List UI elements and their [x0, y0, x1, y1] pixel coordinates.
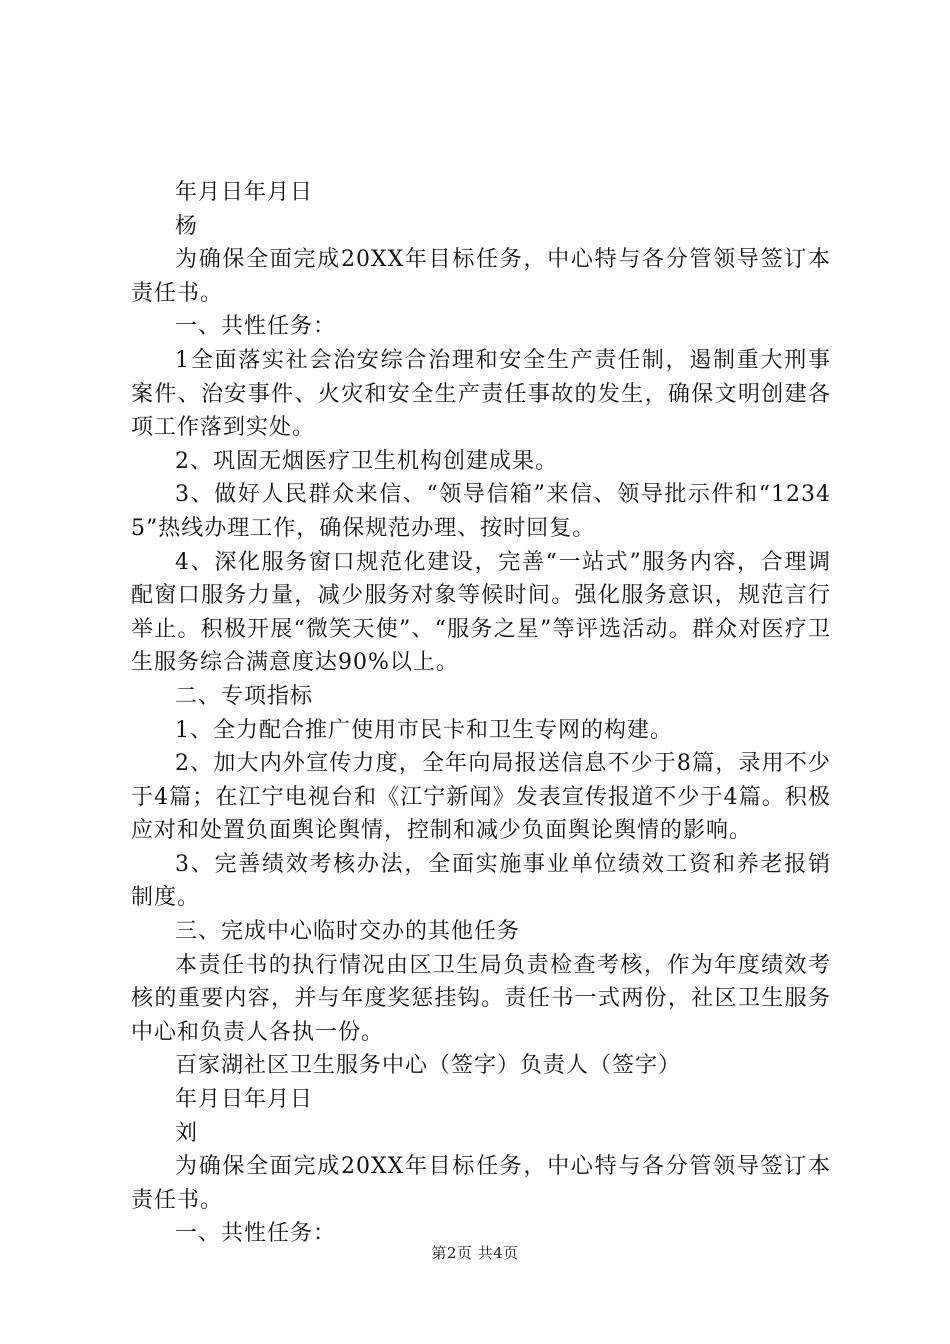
common-task-3: 3、做好人民群众来信、“领导信箱”来信、领导批示件和“12345”热线办理工作，确保规范办理、按时回复。	[131, 482, 831, 541]
signatory-name-2: 刘	[175, 1120, 199, 1146]
section-heading-other-tasks: 三、完成中心临时交办的其他任务	[175, 919, 521, 945]
special-indicator-2: 2、加大内外宣传力度，全年向局报送信息不少于8篇，录用不少于4篇；在江宁电视台和《江宁新闻》发表宣传报道不少于4篇。积极应对和处置负面舆论舆情，控制和减少负面舆论舆情的影响。	[131, 751, 831, 844]
common-task-1: 1全面落实社会治安综合治理和安全生产责任制，遏制重大刑事案件、治安事件、火灾和安全生产责任事故的发生，确保文明创建各项工作落到实处。	[131, 347, 831, 441]
special-indicator-3: 3、完善绩效考核办法，全面实施事业单位绩效工资和养老报销制度。	[131, 851, 831, 911]
date-line: 年月日年月日	[175, 180, 314, 205]
common-task-2: 2、巩固无烟医疗卫生机构创建成果。	[175, 448, 558, 474]
date-line-2: 年月日年月日	[175, 1087, 314, 1113]
closing-paragraph: 本责任书的执行情况由区卫生局负责检查考核，作为年度绩效考核的重要内容，并与年度奖惩挂钩。责任书一式两份，社区卫生服务中心和负责人各执一份。	[131, 952, 831, 1045]
signature-line: 百家湖社区卫生服务中心（签字）负责人（签字）	[175, 1053, 682, 1079]
section-heading-common-tasks: 一、共性任务：	[175, 314, 337, 340]
document-body	[131, 176, 831, 1251]
page-number: 第2页 共4页	[431, 1244, 519, 1262]
section-heading-common-tasks-2: 一、共性任务：	[175, 1221, 337, 1247]
common-task-4: 4、深化服务窗口规范化建设，完善“一站式”服务内容，合理调配窗口服务力量，减少服务对象等候时间。强化服务意识，规范言行举止。积极开展“微笑天使”、“服务之星”等评选活动。群众对医疗卫生服务综合满意度达90%以上。	[131, 549, 831, 676]
section-heading-special-indicators: 二、专项指标	[175, 683, 314, 709]
intro-paragraph: 为确保全面完成20XX年目标任务，中心特与各分管领导签订本责任书。	[131, 247, 831, 306]
special-indicator-1: 1、全力配合推广使用市民卡和卫生专网的构建。	[175, 717, 673, 743]
intro-paragraph-2: 为确保全面完成20XX年目标任务，中心特与各分管领导签订本责任书。	[131, 1154, 831, 1213]
signatory-name: 杨	[175, 213, 199, 239]
